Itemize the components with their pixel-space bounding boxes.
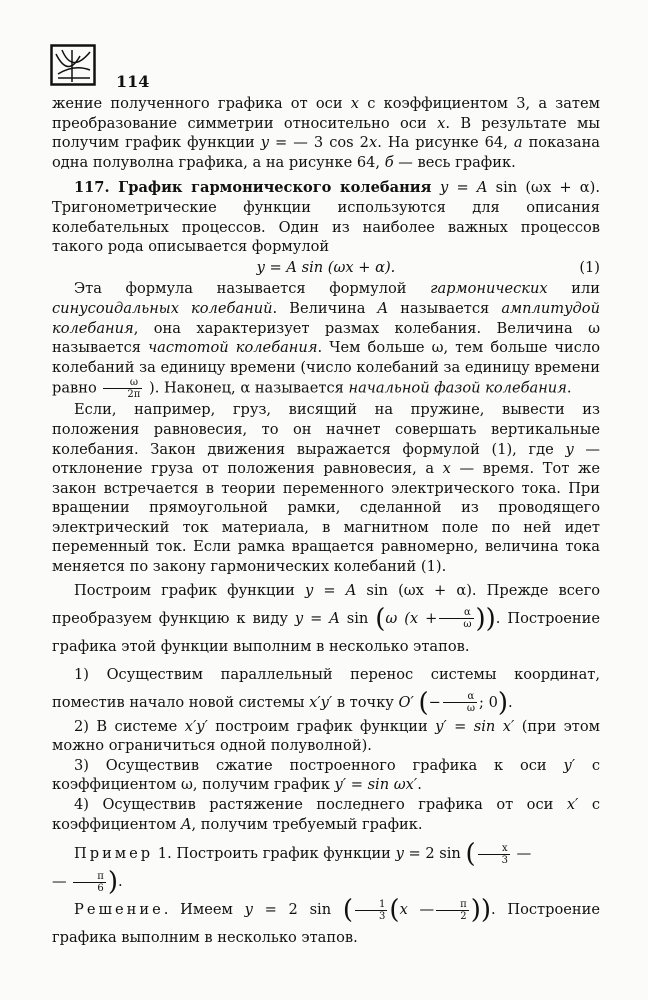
solution: Решение. Имеем y = 2 sin ( $\frac{1}{3}$ (x — $\frac{\pi}{2}$ )). Построение графика выполним в несколько этапов. <box>52 895 600 947</box>
paragraph-harmonic-definition: Эта формула называется формулой гармонических или синусоидальных колебаний. Величина A называется амплитудой колебания, она характеризует размах колебания. Величина ω называется частотой колебания. Чем больше ω, тем больше число колебаний за единицу времени (число колебаний за единицу времени равно $\frac{\omega}{2\pi}$ ). Наконец, α называется начальной фазой колебания. <box>52 280 601 401</box>
step-4: 4) Осуществив растяжение последнего графика от оси x′ с коэффициентом A, получим требуемый график. <box>52 796 600 833</box>
step-3: 3) Осуществив сжатие построенного графика к оси y′ с коэффициентом ω, получим график y′ = sin ωx′. <box>52 756 601 794</box>
step-2: 2) В системе x′y′ построим график функции y′ = sin x′ (при этом можно ограничиться одной полуволной). <box>52 717 600 755</box>
fraction-pi-6: $\frac{\pi}{6}$ <box>73 871 106 894</box>
fraction-x-3: $\frac{x}{3}$ <box>478 843 510 866</box>
chapter-logo-icon <box>50 44 96 86</box>
paragraph-physics-example: Если, например, груз, висящий на пружине, вывести из положения равновесия, то он начнет совершать вертикальные колебания. Закон движения выражается формулой (1), где y — отклонение груза от положения равновесия, а x — время. Тот же закон встречается в теории переменного электрического тока. При вращении прямоугольной рамки, сделанной из проводящего электрический ток материала, в магнитном поле по ней идет переменный ток. Если рамка вращается равномерно, величина тока меняется по закону гармонических колебаний (1). <box>52 401 601 576</box>
fraction-alpha-omega-2: $\frac{\alpha}{\omega}$ <box>443 691 477 714</box>
equation-1: y = A sin (ωx + α). (1) <box>256 258 600 276</box>
fraction-alpha-omega: $\frac{\alpha}{\omega}$ <box>439 607 473 630</box>
fraction-pi-2: $\frac{\pi}{2}$ <box>436 899 469 922</box>
step-1: 1) Осуществим параллельный перенос системы координат, поместив начало новой системы x′y′ в точку O′ (− $\frac{\alpha}{\omega}$ ; 0). <box>52 665 600 718</box>
fraction-1-3: $\frac{1}{3}$ <box>355 899 387 922</box>
equation-number: (1) <box>579 258 600 276</box>
fraction-omega-2pi: $\frac{\omega}{2\pi}$ <box>103 377 142 400</box>
page-number: 114 <box>116 72 150 91</box>
paragraph-construction: Построим график функции y = A sin (ωx + α). Прежде всего преобразуем функцию к виду y = A sin (ω (x + $\frac{\alpha}{\omega}$ )). Построение графика этой функции выполним в несколько этапов. <box>52 581 601 655</box>
paragraph-continuation: жение полученного графика от оси x с коэффициентом 3, а затем преобразование симметрии относительно оси x. В результате мы получим график функции y = — 3 cos 2x. На рисунке 64, а показана одна полуволна графика, а на рисунке 64, б — весь график. <box>52 95 600 171</box>
example-1: Пример 1. Построить график функции y = 2 sin ( $\frac{x}{3}$ — — $\frac{\pi}{6}$ ). <box>52 839 532 898</box>
section-heading: 117. График гармонического колебания y = A sin (ωx + α). Тригонометрические функции используются для описания колебательных процессов. Один из наиболее важных процессов такого рода описывается формулой <box>52 179 600 256</box>
page-body <box>52 94 600 952</box>
